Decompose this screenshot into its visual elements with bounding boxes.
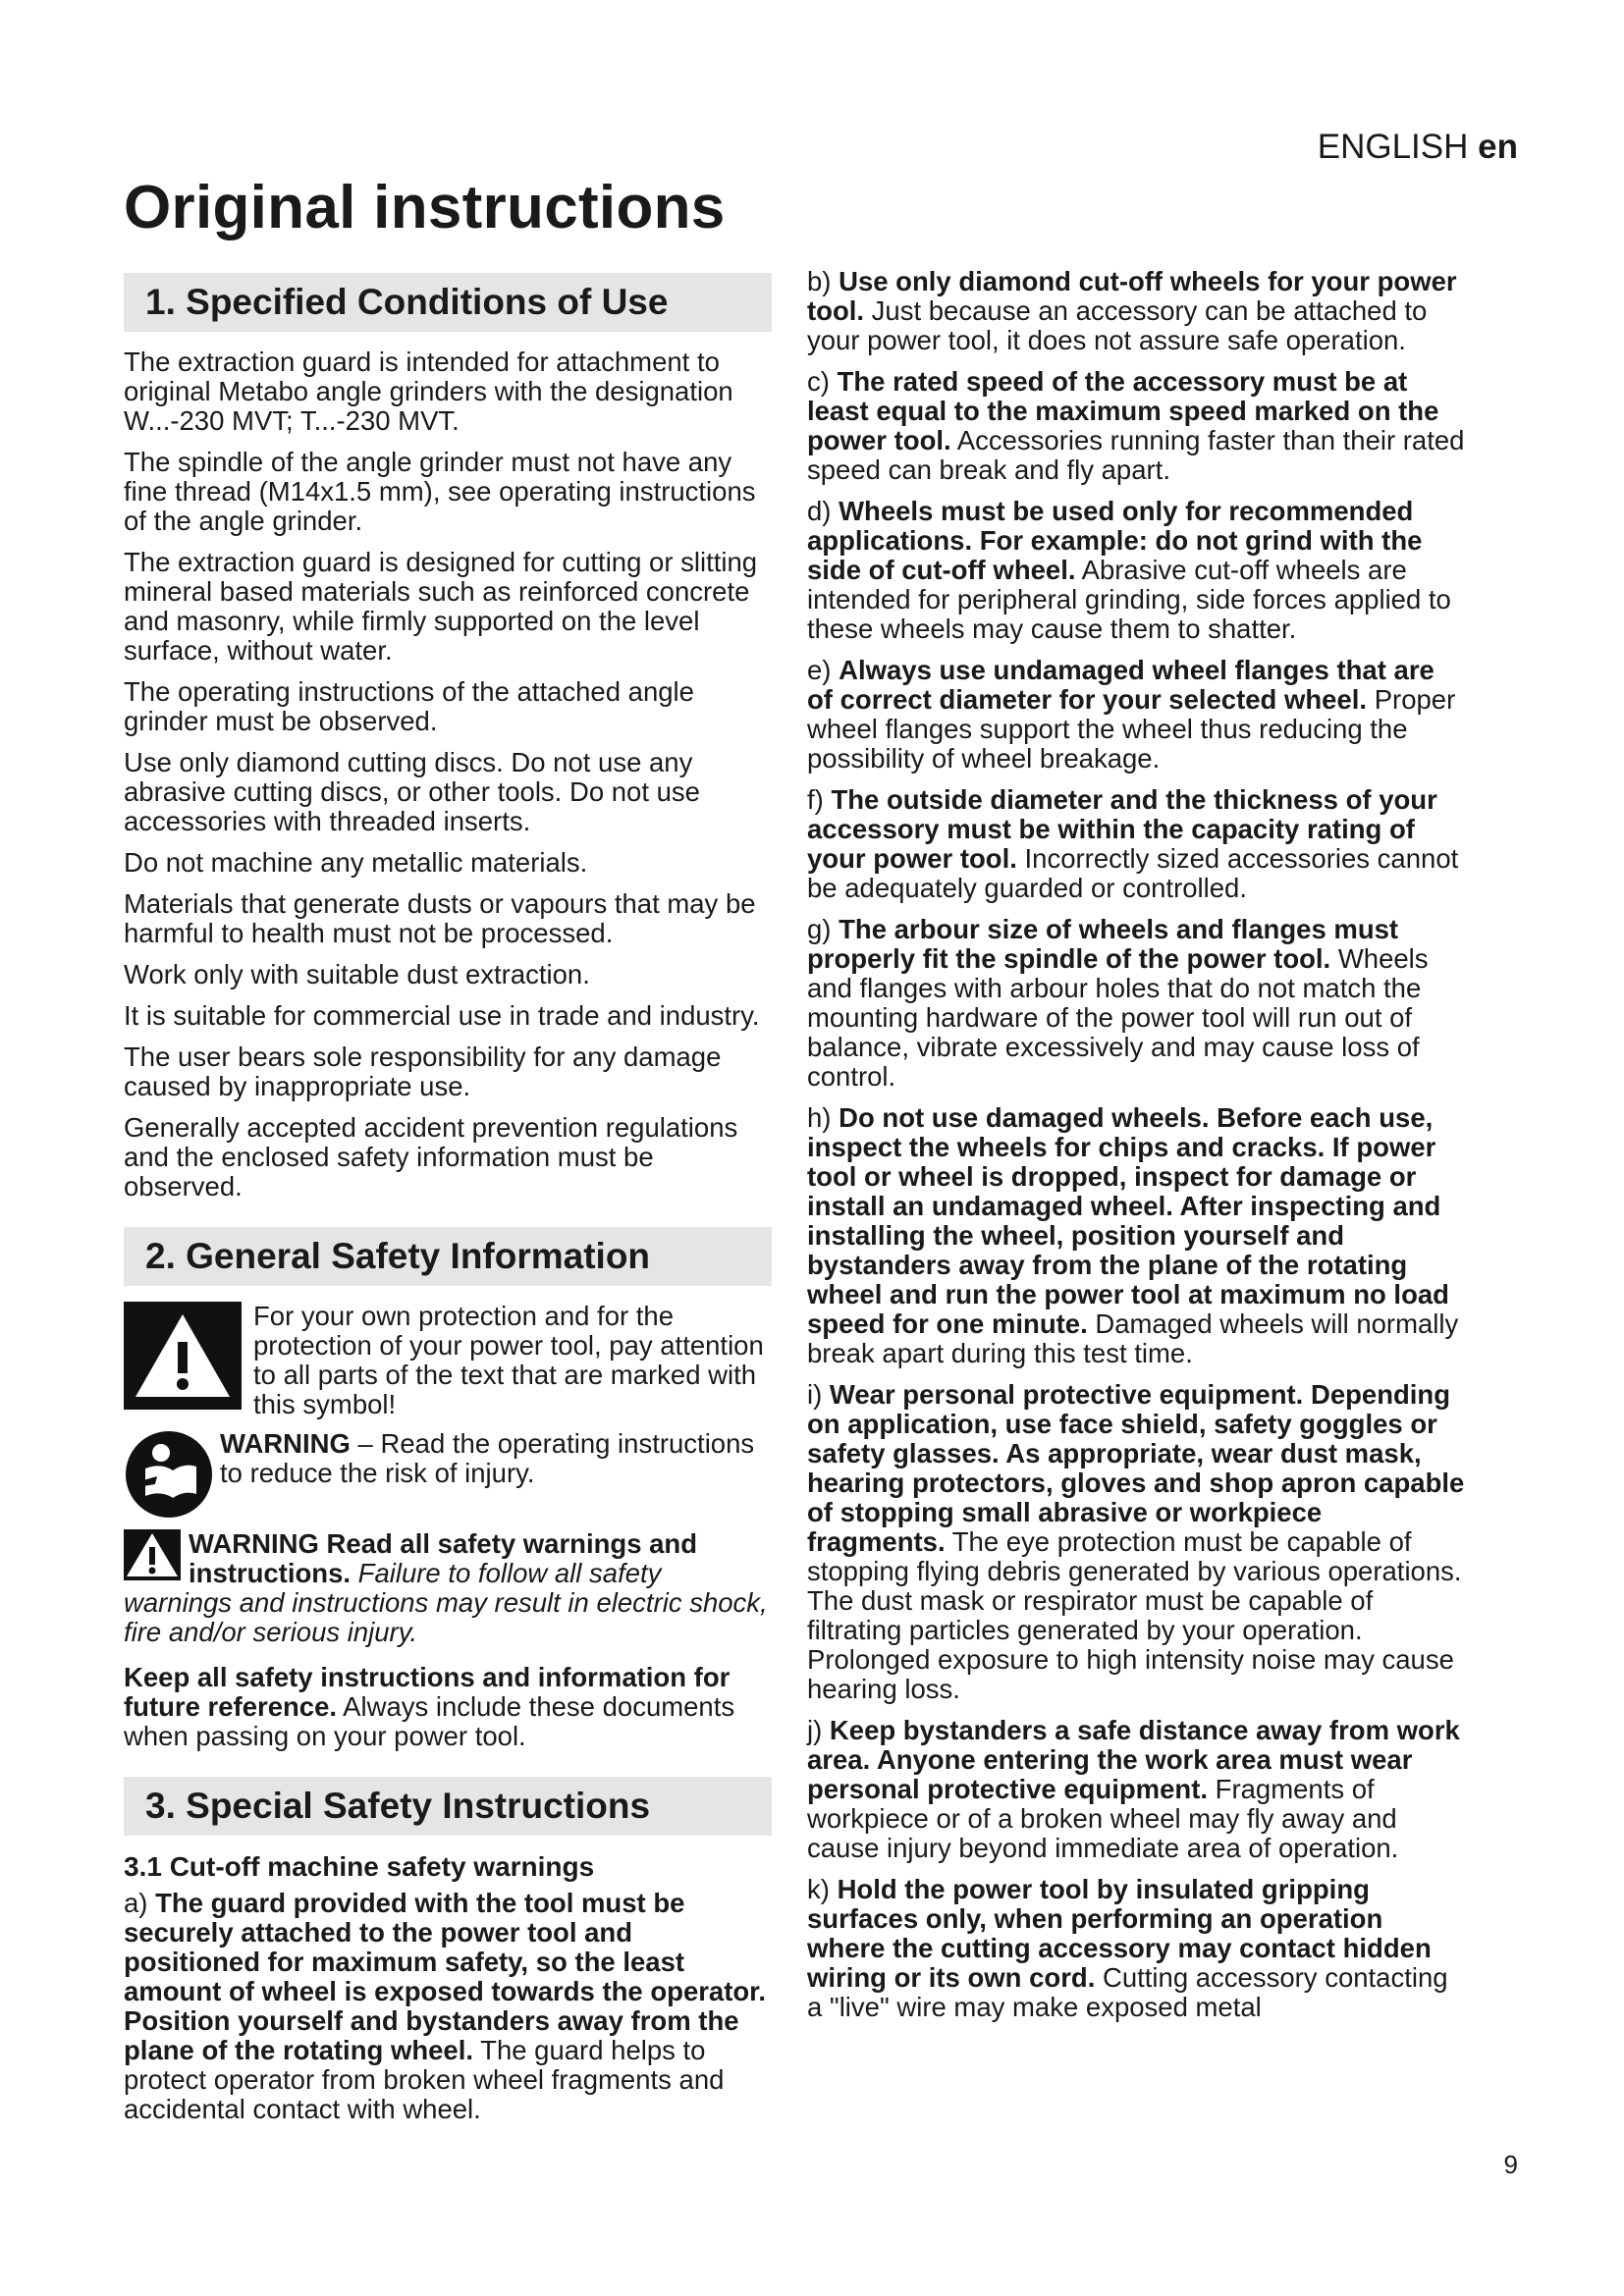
item-prefix: e): [807, 655, 839, 685]
item-text: Damaged wheels will normally break apart during this test time.: [807, 1308, 1459, 1368]
item-text: Fragments of workpiece or of a broken wheel may fly away and cause injury beyond immediate area of operation.: [807, 1774, 1399, 1863]
item-prefix: j): [807, 1715, 830, 1745]
section-1-heading: 1. Specified Conditions of Use: [124, 273, 772, 332]
item-g: [807, 915, 1465, 1092]
item-prefix: k): [807, 1874, 838, 1904]
left-column: [124, 273, 772, 2136]
item-bold: The rated speed of the accessory must be at least equal to the maximum speed marked on the power tool.: [807, 366, 1439, 455]
item-bold: Wheels must be used only for recommended applications. For example: do not grind with the side of cut-off wheel.: [807, 496, 1423, 585]
sec1-para: It is suitable for commercial use in trade and industry.: [124, 1000, 760, 1031]
section-2-heading: 2. General Safety Information: [124, 1227, 772, 1286]
sec1-para: Use only diamond cutting discs. Do not use any abrasive cutting discs, or other tools. Do not use accessories with threaded inserts.: [124, 747, 700, 836]
read-manual-icon: [124, 1429, 214, 1520]
keep-instructions: [124, 1663, 772, 1751]
item-bold: The arbour size of wheels and flanges must properly fit the spindle of the power tool.: [807, 914, 1399, 974]
sec1-para: Do not machine any metallic materials.: [124, 847, 588, 878]
sec1-para: The extraction guard is intended for attachment to original Metabo angle grinders with the designation W...-230 MVT; T...-230 MVT.: [124, 347, 733, 436]
item-text: Just because an accessory can be attached to your power tool, it does not assure safe operation.: [807, 295, 1428, 355]
item-bold: Keep bystanders a safe distance away from work area. Anyone entering the work area must wear personal protective equipment.: [807, 1715, 1460, 1804]
page-number: 9: [1503, 2150, 1518, 2179]
item-prefix: i): [807, 1379, 830, 1410]
item-text: The guard helps to protect operator from broken wheel fragments and accidental contact with wheel.: [124, 2035, 725, 2124]
item-a: [124, 1889, 772, 2124]
item-e: [807, 656, 1465, 774]
item-c: [807, 367, 1465, 485]
language-code: en: [1478, 128, 1518, 166]
item-j: [807, 1716, 1465, 1863]
item-bold: Always use undamaged wheel flanges that are of correct diameter for your selected wheel.: [807, 655, 1435, 715]
sec1-para: Work only with suitable dust extraction.: [124, 959, 590, 989]
sec1-para: Materials that generate dusts or vapours that may be harmful to health must not be processed.: [124, 888, 756, 948]
item-text: Accessories running faster than their rated speed can break and fly apart.: [807, 425, 1465, 485]
sec1-para: The operating instructions of the attached angle grinder must be observed.: [124, 676, 694, 736]
item-i: [807, 1380, 1465, 1704]
right-column: [807, 267, 1465, 2034]
item-bold: Hold the power tool by insulated gripping surfaces only, when performing an operation where the cutting accessory may contact hidden wiring or its own cord.: [807, 1874, 1432, 1993]
warning-text: – Read the operating instructions to reduce the risk of injury.: [220, 1428, 755, 1488]
item-bold: Wear personal protective equipment. Depending on application, use face shield, safety goggles or safety glasses. As appropriate, wear dust mask, hearing protectors, gloves and shop apron capable of stopping small abrasive or workpiece fragments.: [807, 1379, 1465, 1557]
item-bold: The guard provided with the tool must be securely attached to the power tool and positioned for maximum safety, so the least amount of wheel is exposed towards the operator. Position yourself and bystanders away from the plane of the rotating wheel.: [124, 1888, 767, 2065]
read-manual-warning: [124, 1429, 772, 1520]
sec1-para: The extraction guard is designed for cutting or slitting mineral based materials such as reinforced concrete and masonry, while firmly supported on the level surface, without water.: [124, 547, 758, 666]
small-warning-triangle-icon: [124, 1529, 181, 1580]
item-prefix: d): [807, 496, 839, 526]
sec1-para: The user bears sole responsibility for any damage caused by inappropriate use.: [124, 1041, 722, 1101]
page-title: Original instructions: [124, 174, 726, 241]
item-prefix: h): [807, 1102, 839, 1133]
read-all-bold: WARNING Read all safety warnings and instructions.: [189, 1528, 698, 1588]
item-k: [807, 1875, 1465, 2022]
section-3-heading: 3. Special Safety Instructions: [124, 1777, 772, 1836]
subsection-heading: 3.1 Cut-off machine safety warnings: [124, 1851, 595, 1882]
item-prefix: c): [807, 366, 838, 397]
language-label: [1318, 128, 1518, 167]
item-b: [807, 267, 1465, 355]
read-all-warnings: [124, 1529, 772, 1647]
symbol-note-text: For your own protection and for the protection of your power tool, pay attention to all parts of the text that are marked with this symbol!: [253, 1301, 764, 1419]
item-h: [807, 1103, 1465, 1368]
item-text: Wheels and flanges with arbour holes that do not match the mounting hardware of the power tool will run out of balance, vibrate excessively and may cause loss of control.: [807, 943, 1429, 1092]
warning-triangle-icon: [124, 1302, 242, 1410]
item-text: Abrasive cut-off wheels are intended for peripheral grinding, side forces applied to these wheels may cause them to shatter.: [807, 555, 1451, 644]
keep-text: Always include these documents when passing on your power tool.: [124, 1691, 735, 1751]
item-prefix: f): [807, 784, 832, 815]
item-bold: Use only diamond cut-off wheels for your power tool.: [807, 266, 1457, 326]
item-text: Cutting accessory contacting a "live" wire may make exposed metal: [807, 1962, 1448, 2022]
item-f: [807, 785, 1465, 903]
item-d: [807, 497, 1465, 644]
item-text: Proper wheel flanges support the wheel thus reducing the possibility of wheel breakage.: [807, 684, 1456, 774]
item-prefix: b): [807, 266, 839, 296]
sec1-para: The spindle of the angle grinder must not have any fine thread (M14x1.5 mm), see operating instructions of the angle grinder.: [124, 447, 756, 536]
item-bold: Do not use damaged wheels. Before each use, inspect the wheels for chips and cracks. If power tool or wheel is dropped, inspect for damage or install an undamaged wheel. After inspecting and installing the wheel, position yourself and bystanders away from the plane of the rotating wheel and run the power tool at maximum no load speed for one minute.: [807, 1102, 1449, 1339]
sec1-para: Generally accepted accident prevention regulations and the enclosed safety information must be observed.: [124, 1112, 738, 1201]
item-text: Incorrectly sized accessories cannot be adequately guarded or controlled.: [807, 843, 1459, 903]
keep-bold: Keep all safety instructions and information for future reference.: [124, 1662, 731, 1722]
item-prefix: g): [807, 914, 839, 944]
language-name: ENGLISH: [1317, 128, 1469, 166]
symbol-note: [124, 1302, 772, 1419]
read-all-italic: Failure to follow all safety warnings and instructions may result in electric shock, fire and/or serious injury.: [124, 1558, 768, 1647]
item-prefix: a): [124, 1888, 156, 1918]
item-bold: The outside diameter and the thickness of your accessory must be within the capacity rating of your power tool.: [807, 784, 1437, 874]
item-text: The eye protection must be capable of stopping flying debris generated by various operations. The dust mask or respirator must be capable of filtrating particles generated by your operation. Prolonged exposure to high intensity noise may cause hearing loss.: [807, 1526, 1462, 1704]
warning-label: WARNING: [220, 1428, 351, 1459]
